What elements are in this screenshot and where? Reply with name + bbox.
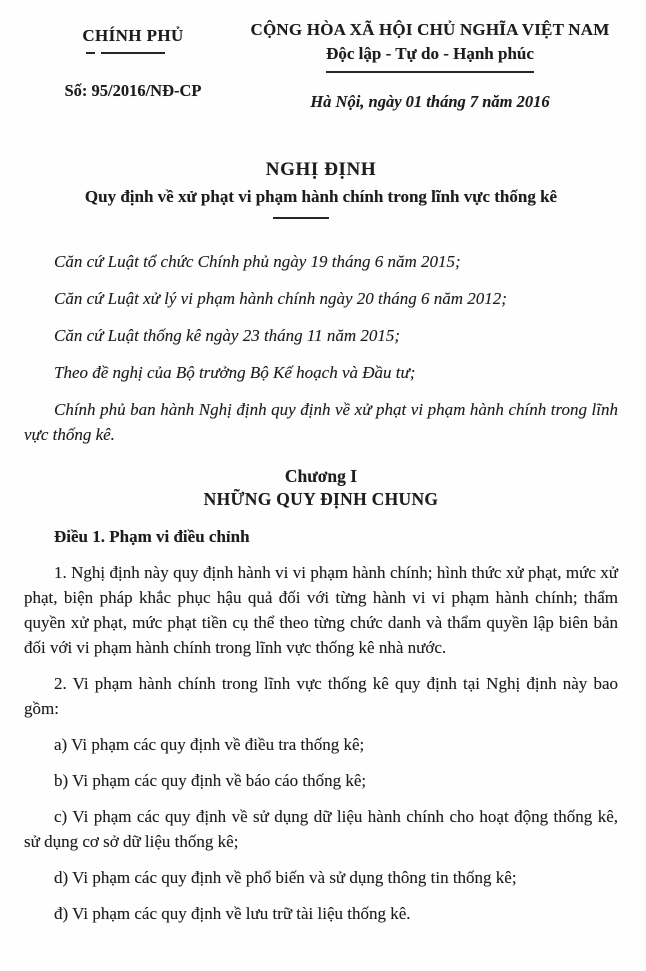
document-subject: Quy định về xử phạt vi phạm hành chính trong lĩnh vực thống kê — [84, 187, 558, 206]
preamble-paragraph: Chính phủ ban hành Nghị định quy định về xử phạt vi phạm hành chính trong lĩnh vực thống kê. — [24, 400, 618, 444]
national-title: CỘNG HÒA XÃ HỘI CHỦ NGHĨA VIỆT NAM — [250, 20, 610, 39]
document-header — [24, 20, 618, 112]
document-title-block — [24, 159, 618, 219]
chapter-number: Chương I — [284, 466, 358, 486]
chapter-title: NHỮNG QUY ĐỊNH CHUNG — [203, 489, 439, 509]
article-item: c) Vi phạm các quy định về sử dụng dữ liệu hành chính cho hoạt động thống kê, sử dụng cơ sở dữ liệu thống kê; — [24, 807, 618, 851]
article-clause: 2. Vi phạm hành chính trong lĩnh vực thống kê quy định tại Nghị định này bao gồm: — [24, 674, 618, 718]
preamble-paragraph: Căn cứ Luật tổ chức Chính phủ ngày 19 tháng 6 năm 2015; — [54, 252, 461, 271]
issuer-underline — [101, 52, 165, 54]
article-item: đ) Vi phạm các quy định về lưu trữ tài liệu thống kê. — [54, 904, 411, 923]
article-1 — [24, 527, 618, 926]
national-heading-block — [242, 20, 618, 112]
article-item: d) Vi phạm các quy định về phổ biến và sử dụng thông tin thống kê; — [54, 868, 517, 887]
document-number: Số: 95/2016/NĐ-CP — [64, 81, 202, 100]
issuer-block — [24, 20, 242, 101]
preamble-paragraph: Căn cứ Luật xử lý vi phạm hành chính ngày 20 tháng 6 năm 2012; — [54, 289, 507, 308]
preamble-paragraph: Theo đề nghị của Bộ trưởng Bộ Kế hoạch và Đầu tư; — [54, 363, 416, 382]
national-motto: Độc lập - Tự do - Hạnh phúc — [326, 44, 534, 63]
issuer-name: CHÍNH PHỦ — [82, 26, 184, 45]
article-heading: Điều 1. Phạm vi điều chỉnh — [54, 527, 250, 546]
title-underline — [273, 217, 329, 219]
preamble-paragraph: Căn cứ Luật thống kê ngày 23 tháng 11 năm 2015; — [54, 326, 401, 345]
article-item: a) Vi phạm các quy định về điều tra thống kê; — [54, 735, 365, 754]
place-date: Hà Nội, ngày 01 tháng 7 năm 2016 — [310, 92, 550, 111]
preamble-section — [24, 249, 618, 447]
article-clause: 1. Nghị định này quy định hành vi vi phạm hành chính; hình thức xử phạt, mức xử phạt, biện pháp khắc phục hậu quả đối với từng hành vi vi phạm hành chính; thẩm quyền xử phạt, mức phạt tiền cụ thể theo từng chức danh và thẩm quyền lập biên bản đối với vi phạm hành chính trong lĩnh vực thống kê nhà nước. — [24, 563, 618, 657]
motto-underline — [326, 71, 534, 73]
document-type-title: NGHỊ ĐỊNH — [265, 159, 377, 180]
article-item: b) Vi phạm các quy định về báo cáo thống kê; — [54, 771, 367, 790]
chapter-heading — [24, 465, 618, 511]
